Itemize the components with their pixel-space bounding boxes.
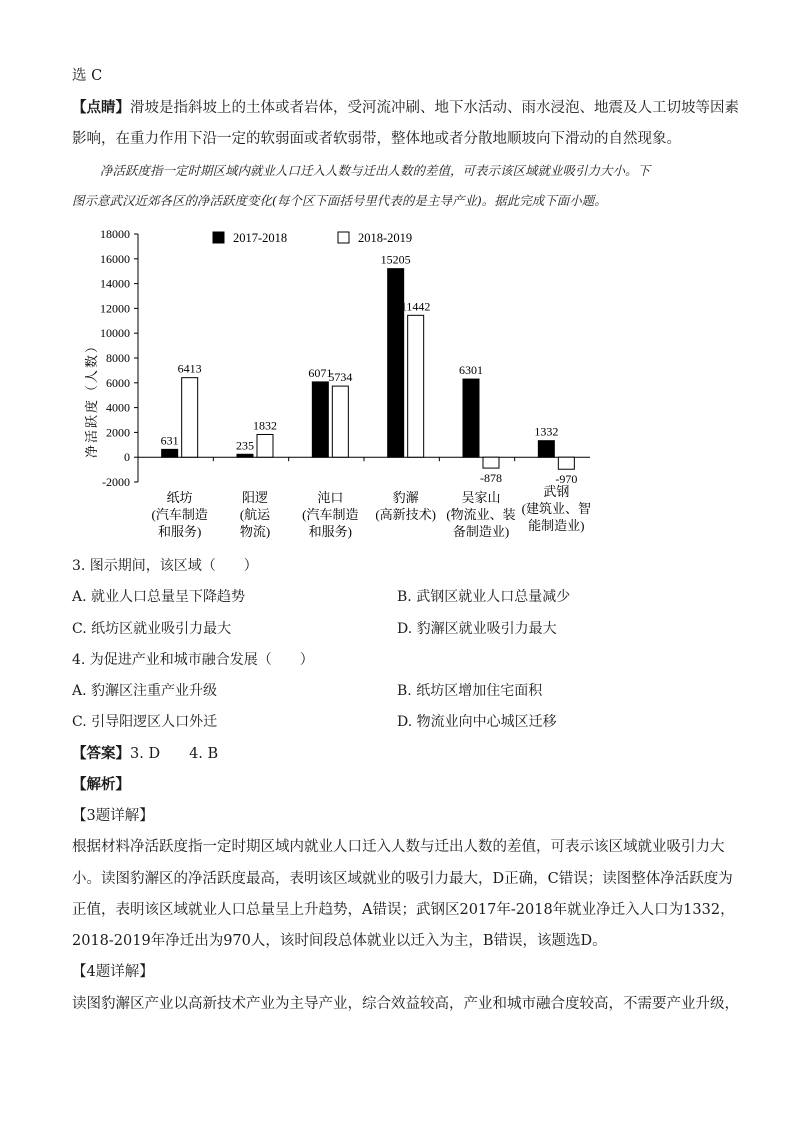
legend-label: 2017-2018 <box>233 231 288 245</box>
tip-line-1 <box>72 98 739 118</box>
y-tick-label: 8000 <box>106 351 130 365</box>
q4-detail-tag: 【4题详解】 <box>72 964 154 980</box>
q3-detail-line-2: 小。读图豹澥区的净活跃度最高，表明该区域就业的吸引力最大，D正确，C错误；读图整体净活跃度为 <box>72 871 733 887</box>
category-label: 武钢 <box>543 484 570 499</box>
category-label: (物流业、装 <box>446 507 516 522</box>
data-label: 15205 <box>380 252 411 267</box>
bar <box>388 269 404 458</box>
category-label: 豹澥 <box>392 490 419 505</box>
q3-stem: 3. 图示期间，该区域（ ） <box>72 558 258 574</box>
data-label: -878 <box>480 471 502 486</box>
q3-detail-line-3: 正值，表明该区域就业人口总量呈上升趋势，A错误；武钢区2017年-2018年就业净迁入人口为1332， <box>72 902 735 918</box>
tip-text-1: 滑坡是指斜坡上的土体或者岩体，受河流冲刷、地下水活动、雨水浸泡、地震及人工切坡等因素 <box>130 100 739 116</box>
category-label: 和服务) <box>157 524 202 539</box>
q4-detail-line-1: 读图豹澥区产业以高新技术产业为主导产业，综合效益较高，产业和城市融合度较高，不需要产业升级， <box>72 996 739 1012</box>
net-activity-bar-chart <box>80 220 640 545</box>
category-label: (建筑业、智 <box>521 501 592 516</box>
category-label: 能制造业) <box>528 518 585 533</box>
bar <box>257 434 273 457</box>
top-answer: 选 C <box>72 68 103 84</box>
q4-stem: 4. 为促进产业和城市融合发展（ ） <box>72 652 314 668</box>
bar <box>408 315 424 457</box>
data-label: 11442 <box>400 299 431 314</box>
category-label: 阳逻 <box>241 490 269 505</box>
data-label: 235 <box>236 438 254 453</box>
q3-option-b: B. 武钢区就业人口总量减少 <box>397 589 571 605</box>
bar <box>237 454 253 457</box>
category-label: 沌口 <box>317 490 344 505</box>
analysis-tag: 【解析】 <box>72 776 130 793</box>
category-label: (航运 <box>239 507 271 522</box>
bar <box>538 441 554 458</box>
bar <box>558 457 574 469</box>
q3-option-c: C. 纸坊区就业吸引力最大 <box>72 621 232 637</box>
legend-swatch <box>213 232 224 243</box>
answer-tag: 【答案】 <box>72 745 130 762</box>
y-tick-label: 6000 <box>106 375 130 390</box>
data-label: 631 <box>160 433 179 448</box>
bar <box>332 386 348 457</box>
data-label: 1332 <box>534 424 559 439</box>
bar <box>162 449 178 457</box>
data-label: 6071 <box>308 365 333 380</box>
data-label: 1832 <box>253 418 277 433</box>
y-axis-label: 净活跃度（人数） <box>84 337 99 459</box>
bar <box>182 378 198 458</box>
category-label: (汽车制造 <box>151 507 208 522</box>
category-label: 和服务) <box>308 524 353 539</box>
q4-option-a: A. 豹澥区注重产业升级 <box>72 683 218 699</box>
bar <box>312 382 328 457</box>
intro-line-2: 图示意武汉近郊各区的净活跃度变化(每个区下面括号里代表的是主导产业)。据此完成下面小题。 <box>72 193 607 208</box>
category-label: 纸坊 <box>166 490 193 505</box>
legend-swatch <box>338 232 349 243</box>
y-tick-label: 14000 <box>100 276 130 291</box>
bar <box>463 379 479 457</box>
y-tick-label: 2000 <box>106 425 130 440</box>
y-tick-label: 18000 <box>100 227 130 241</box>
y-tick-label: 4000 <box>106 400 130 415</box>
q3-option-a: A. 就业人口总量呈下降趋势 <box>72 589 246 605</box>
category-label: (汽车制造 <box>302 507 359 522</box>
legend-label: 2018-2019 <box>358 231 413 245</box>
category-label: (高新技术) <box>375 507 437 522</box>
q3-detail-tag: 【3题详解】 <box>72 808 154 824</box>
data-label: 6301 <box>459 363 483 378</box>
answer-text: 3. D 4. B <box>130 746 219 762</box>
category-label: 备制造业) <box>452 524 510 539</box>
q3-detail-line-1: 根据材料净活跃度指一定时期区域内就业人口迁入人数与迁出人数的差值，可表示该区域就业吸引力大 <box>72 839 725 855</box>
bar <box>483 457 499 468</box>
intro-line-1: 净活跃度指一定时期区域内就业人口迁入人数与迁出人数的差值，可表示该区域就业吸引力大小。下 <box>100 163 651 178</box>
answer-line <box>72 744 218 764</box>
q4-option-c: C. 引导阳逻区人口外迁 <box>72 714 218 730</box>
category-label: 吴家山 <box>461 490 501 505</box>
category-label: 物流) <box>239 524 271 539</box>
y-tick-label: -2000 <box>102 475 130 489</box>
y-tick-label: 10000 <box>100 326 130 341</box>
y-tick-label: 12000 <box>100 301 130 316</box>
q3-option-d: D. 豹澥区就业吸引力最大 <box>397 621 557 637</box>
data-label: 5734 <box>328 370 353 385</box>
data-label: -970 <box>555 472 578 487</box>
q4-option-b: B. 纸坊区增加住宅面积 <box>397 683 543 699</box>
y-tick-label: 16000 <box>100 251 130 266</box>
tip-line-2: 影响，在重力作用下沿一定的软弱面或者软弱带，整体地或者分散地顺坡向下滑动的自然现象。 <box>72 131 681 147</box>
q3-detail-line-4: 2018-2019年净迁出为970人，该时间段总体就业以迁入为主，B错误，该题选D。 <box>72 933 607 949</box>
data-label: 6413 <box>177 361 202 376</box>
y-tick-label: 0 <box>124 450 130 465</box>
q4-option-d: D. 物流业向中心城区迁移 <box>397 714 557 730</box>
tip-tag: 【点睛】 <box>72 99 130 116</box>
